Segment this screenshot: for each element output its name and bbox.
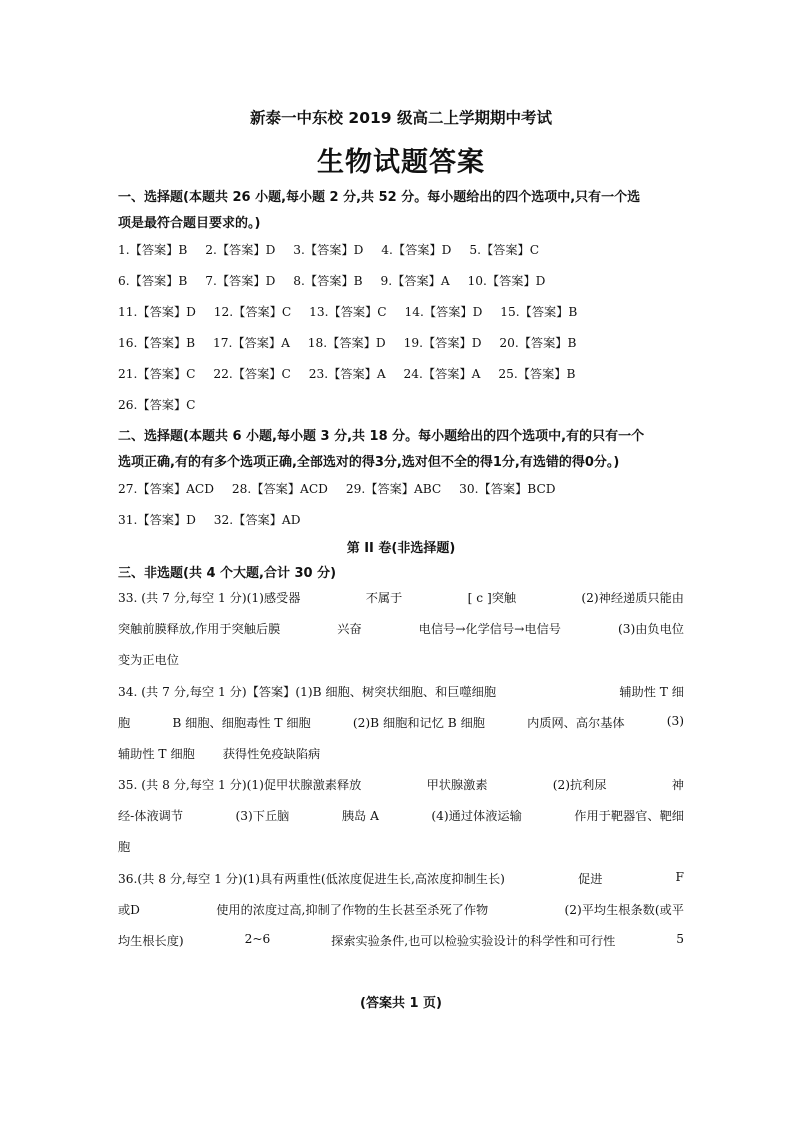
q35-part: 神: [671, 778, 684, 792]
q35-part: (4)通过体液运输: [431, 809, 522, 823]
q36-part: F: [675, 870, 684, 884]
answer-item: 8.【答案】B: [293, 274, 363, 288]
answer-item: 7.【答案】D: [205, 274, 276, 288]
answer-item: 9.【答案】A: [380, 274, 450, 288]
answer-item: 13.【答案】C: [309, 305, 387, 319]
q35-part: (2)抗利尿: [552, 778, 607, 792]
answer-item: 26.【答案】C: [118, 398, 196, 412]
answer-item: 20.【答案】B: [499, 336, 577, 350]
q36-part: 2~6: [244, 932, 271, 946]
answer-item: 23.【答案】A: [308, 367, 386, 381]
answer-item: 6.【答案】B: [118, 274, 188, 288]
q33-part: 电信号→化学信号→电信号: [418, 622, 561, 636]
answer-row: [118, 241, 539, 258]
q34-line2: [118, 714, 684, 731]
page-count-footer: (答案共 1 页): [360, 996, 442, 1011]
q36-part: 均生根长度): [118, 934, 184, 948]
q34-part: (3): [666, 714, 684, 728]
answer-item: 18.【答案】D: [307, 336, 386, 350]
q34-part: 获得性免疫缺陷病: [222, 747, 321, 761]
answer-item: 29.【答案】ABC: [345, 482, 442, 496]
q35-line2: [118, 807, 684, 824]
q35-line1: [118, 776, 684, 793]
volume2-title: 第 II 卷(非选择题): [346, 541, 456, 556]
q33-part: 不属于: [365, 591, 403, 605]
q34-part: 34. (共 7 分,每空 1 分)【答案】(1)B 细胞、树突状细胞、和巨噬细胞: [118, 685, 497, 699]
q36-part: 或D: [118, 903, 140, 917]
q33-part: (2)神经递质只能由: [581, 591, 684, 605]
section3-heading: 三、非选题(共 4 个大题,合计 30 分): [118, 566, 337, 581]
answer-item: 19.【答案】D: [403, 336, 482, 350]
answer-item: 24.【答案】A: [403, 367, 481, 381]
section2-heading-line1: 二、选择题(本题共 6 小题,每小题 3 分,共 18 分。每小题给出的四个选项中,有的只有一个: [118, 429, 645, 444]
q35-part: 胰岛 A: [341, 809, 379, 823]
q33-line2: [118, 620, 684, 637]
answer-row: [118, 396, 195, 413]
exam-title: 新泰一中东校 2019 级高二上学期期中考试: [250, 109, 552, 127]
subject-title: 生物试题答案: [317, 147, 485, 178]
q34-line1: [118, 683, 684, 700]
q33-part: 兴奋: [337, 622, 362, 636]
q34-part: B 细胞、细胞毒性 T 细胞: [172, 716, 311, 730]
q34-part: 辅助性 T 细: [619, 685, 684, 699]
q34-line3: [118, 745, 320, 762]
answer-item: 21.【答案】C: [118, 367, 196, 381]
answer-item: 31.【答案】D: [118, 513, 196, 527]
answer-item: 17.【答案】A: [212, 336, 290, 350]
q36-part: 36.(共 8 分,每空 1 分)(1)具有两重性(低浓度促进生长,高浓度抑制生长): [118, 872, 505, 886]
q33-part: 33. (共 7 分,每空 1 分)(1)感受器: [118, 591, 301, 605]
q33-part: (3)由负电位: [617, 622, 684, 636]
q36-line2: [118, 901, 684, 918]
q36-line3: [118, 932, 684, 949]
answer-item: 32.【答案】AD: [213, 513, 301, 527]
q34-part: 内质网、高尔基体: [527, 716, 625, 730]
answer-row: [118, 303, 577, 320]
section2-heading-line2: 选项正确,有的有多个选项正确,全部选对的得3分,选对但不全的得1分,有选错的得0分。): [118, 455, 620, 470]
answer-row: [118, 365, 575, 382]
answer-item: 30.【答案】BCD: [459, 482, 556, 496]
section1-heading-line1: 一、选择题(本题共 26 小题,每小题 2 分,共 52 分。每小题给出的四个选项中,只有一个选: [118, 190, 641, 205]
answer-row: [118, 272, 545, 289]
q36-part: 使用的浓度过高,抑制了作物的生长甚至杀死了作物: [216, 903, 489, 917]
answer-item: 12.【答案】C: [213, 305, 292, 319]
q35-line3: 胞: [118, 840, 131, 854]
q36-part: 5: [676, 932, 684, 946]
q34-part: 辅助性 T 细胞: [118, 747, 195, 761]
q36-line1: [118, 870, 684, 887]
answer-row: [118, 334, 576, 351]
answer-row: [118, 511, 301, 528]
answer-item: 2.【答案】D: [205, 243, 276, 257]
section1-heading-line2: 项是最符合题目要求的。): [118, 216, 261, 231]
q33-line1: [118, 589, 684, 606]
answer-item: 4.【答案】D: [381, 243, 452, 257]
answer-item: 25.【答案】B: [498, 367, 576, 381]
answer-item: 1.【答案】B: [118, 243, 188, 257]
q34-part: 胞: [118, 716, 131, 730]
answer-item: 10.【答案】D: [467, 274, 546, 288]
q33-part: [ c ]突触: [467, 591, 517, 605]
answer-row: [118, 480, 556, 497]
q33-part: 突触前膜释放,作用于突触后膜: [118, 622, 281, 636]
answer-item: 16.【答案】B: [118, 336, 196, 350]
answer-item: 3.【答案】D: [293, 243, 364, 257]
answer-item: 28.【答案】ACD: [231, 482, 328, 496]
q35-part: 作用于靶器官、靶细: [574, 809, 684, 823]
q33-line3: 变为正电位: [118, 653, 179, 667]
answer-item: 5.【答案】C: [469, 243, 540, 257]
q35-part: 经-体液调节: [118, 809, 184, 823]
q36-part: (2)平均生根条数(或平: [564, 903, 684, 917]
answer-item: 11.【答案】D: [118, 305, 196, 319]
q35-part: 甲状腺激素: [426, 778, 488, 792]
q36-part: 探索实验条件,也可以检验实验设计的科学性和可行性: [331, 934, 616, 948]
answer-item: 27.【答案】ACD: [118, 482, 215, 496]
q36-part: 促进: [578, 872, 603, 886]
answer-item: 15.【答案】B: [500, 305, 578, 319]
q34-part: (2)B 细胞和记忆 B 细胞: [352, 716, 485, 730]
q35-part: 35. (共 8 分,每空 1 分)(1)促甲状腺激素释放: [118, 778, 362, 792]
answer-item: 22.【答案】C: [213, 367, 291, 381]
q35-part: (3)下丘脑: [235, 809, 290, 823]
answer-item: 14.【答案】D: [404, 305, 483, 319]
